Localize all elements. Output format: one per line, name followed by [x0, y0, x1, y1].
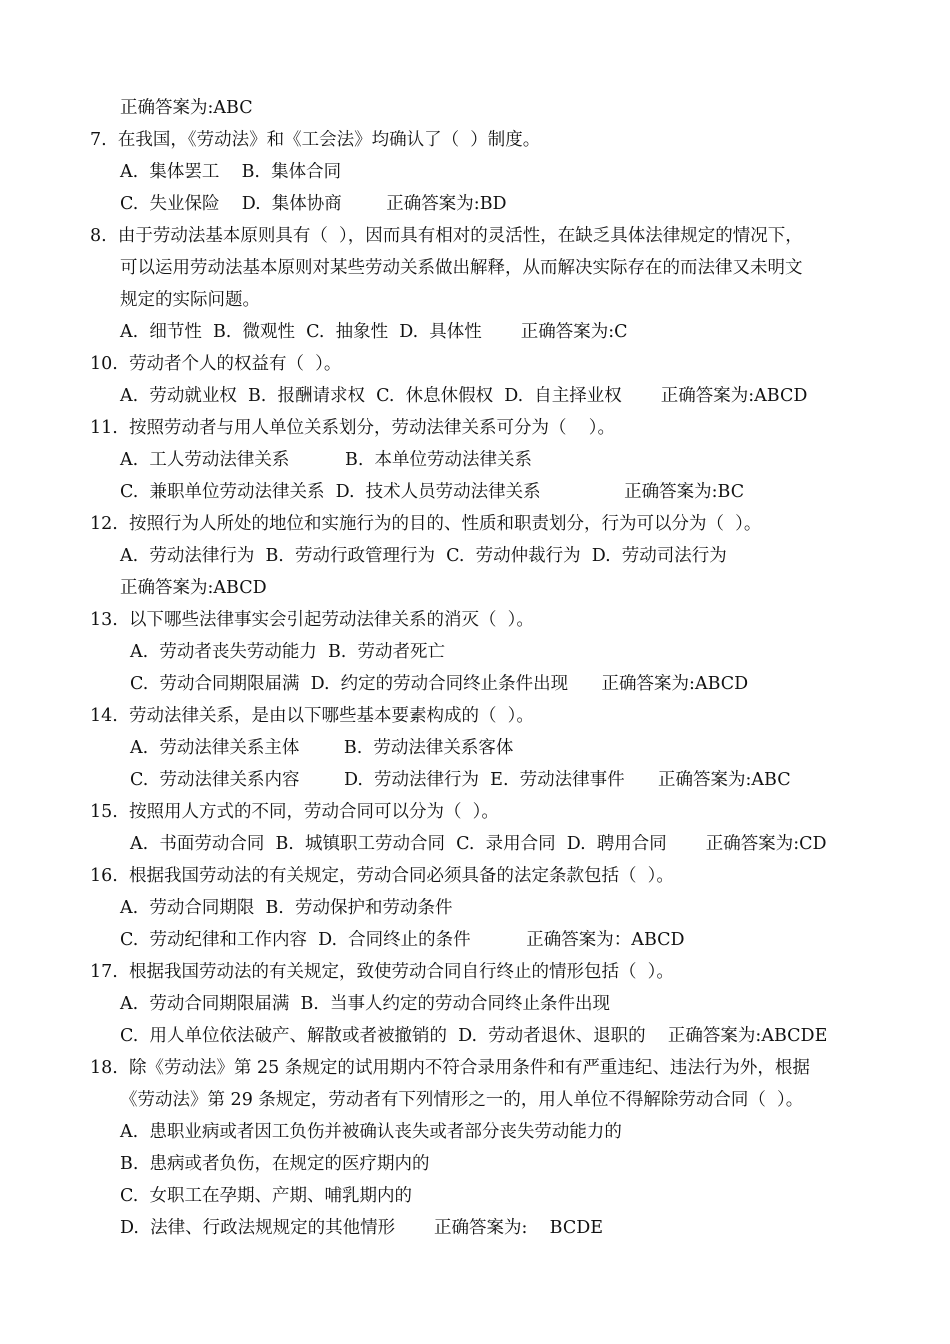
answer-line: 正确答案为:ABC — [120, 98, 253, 118]
options-line: A. 患职业病或者因工负伤并被确认丧失或者部分丧失劳动能力的 — [120, 1122, 622, 1142]
question-7: 7. 在我国，《劳动法》和《工会法》均确认了（ ）制度。 — [90, 130, 541, 150]
options-line: A. 劳动法律行为 B. 劳动行政管理行为 C. 劳动仲裁行为 D. 劳动司法行为 — [120, 546, 727, 566]
question-8: 8. 由于劳动法基本原则具有（ ），因而具有相对的灵活性，在缺乏具体法律规定的情况下， — [90, 226, 803, 246]
options-line: A. 细节性 B. 微观性 C. 抽象性 D. 具体性 正确答案为:C — [120, 322, 628, 342]
question-14: 14. 劳动法律关系，是由以下哪些基本要素构成的（ ）。 — [90, 706, 534, 726]
options-line: A. 书面劳动合同 B. 城镇职工劳动合同 C. 录用合同 D. 聘用合同 正确答案为:CD — [130, 834, 827, 854]
question-16: 16. 根据我国劳动法的有关规定，劳动合同必须具备的法定条款包括（ ）。 — [90, 866, 674, 886]
question-10: 10. 劳动者个人的权益有（ ）。 — [90, 354, 342, 374]
options-line: C. 女职工在孕期、产期、哺乳期内的 — [120, 1186, 412, 1206]
answer-line: 正确答案为:ABCD — [120, 578, 267, 598]
question-continuation: 规定的实际问题。 — [120, 290, 260, 310]
question-continuation: 可以运用劳动法基本原则对某些劳动关系做出解释，从而解决实际存在的而法律又未明文 — [120, 258, 803, 278]
question-17: 17. 根据我国劳动法的有关规定，致使劳动合同自行终止的情形包括（ ）。 — [90, 962, 674, 982]
options-line: A. 劳动合同期限届满 B. 当事人约定的劳动合同终止条件出现 — [120, 994, 610, 1014]
options-line: C. 劳动纪律和工作内容 D. 合同终止的条件 正确答案为：ABCD — [120, 930, 685, 950]
question-12: 12. 按照行为人所处的地位和实施行为的目的、性质和职责划分，行为可以分为（ ）。 — [90, 514, 762, 534]
options-line: D. 法律、行政法规规定的其他情形 正确答案为: BCDE — [120, 1218, 604, 1238]
options-line: B. 患病或者负伤，在规定的医疗期内的 — [120, 1154, 430, 1174]
options-line: A. 劳动法律关系主体 B. 劳动法律关系客体 — [130, 738, 514, 758]
options-line: A. 工人劳动法律关系 B. 本单位劳动法律关系 — [120, 450, 533, 470]
options-line: C. 用人单位依法破产、解散或者被撤销的 D. 劳动者退休、退职的 正确答案为:ABCDE — [120, 1026, 828, 1046]
question-15: 15. 按照用人方式的不同，劳动合同可以分为（ ）。 — [90, 802, 499, 822]
options-line: A. 劳动者丧失劳动能力 B. 劳动者死亡 — [130, 642, 445, 662]
options-line: A. 劳动就业权 B. 报酬请求权 C. 休息休假权 D. 自主择业权 正确答案为:ABCD — [120, 386, 808, 406]
options-line: A. 集体罢工 B. 集体合同 — [120, 162, 342, 182]
question-18: 18. 除《劳动法》第 25 条规定的试用期内不符合录用条件和有严重违纪、违法行为外，根据 — [90, 1058, 810, 1078]
question-continuation: 《劳动法》第 29 条规定，劳动者有下列情形之一的，用人单位不得解除劳动合同（ ）。 — [120, 1090, 804, 1110]
options-line: A. 劳动合同期限 B. 劳动保护和劳动条件 — [120, 898, 453, 918]
options-line: C. 劳动合同期限届满 D. 约定的劳动合同终止条件出现 正确答案为:ABCD — [130, 674, 749, 694]
options-line: C. 失业保险 D. 集体协商 正确答案为:BD — [120, 194, 507, 214]
options-line: C. 兼职单位劳动法律关系 D. 技术人员劳动法律关系 正确答案为:BC — [120, 482, 745, 502]
options-line: C. 劳动法律关系内容 D. 劳动法律行为 E. 劳动法律事件 正确答案为:ABC — [130, 770, 791, 790]
question-11: 11. 按照劳动者与用人单位关系划分，劳动法律关系可分为（ ）。 — [90, 418, 615, 438]
question-13: 13. 以下哪些法律事实会引起劳动法律关系的消灭（ ）。 — [90, 610, 534, 630]
